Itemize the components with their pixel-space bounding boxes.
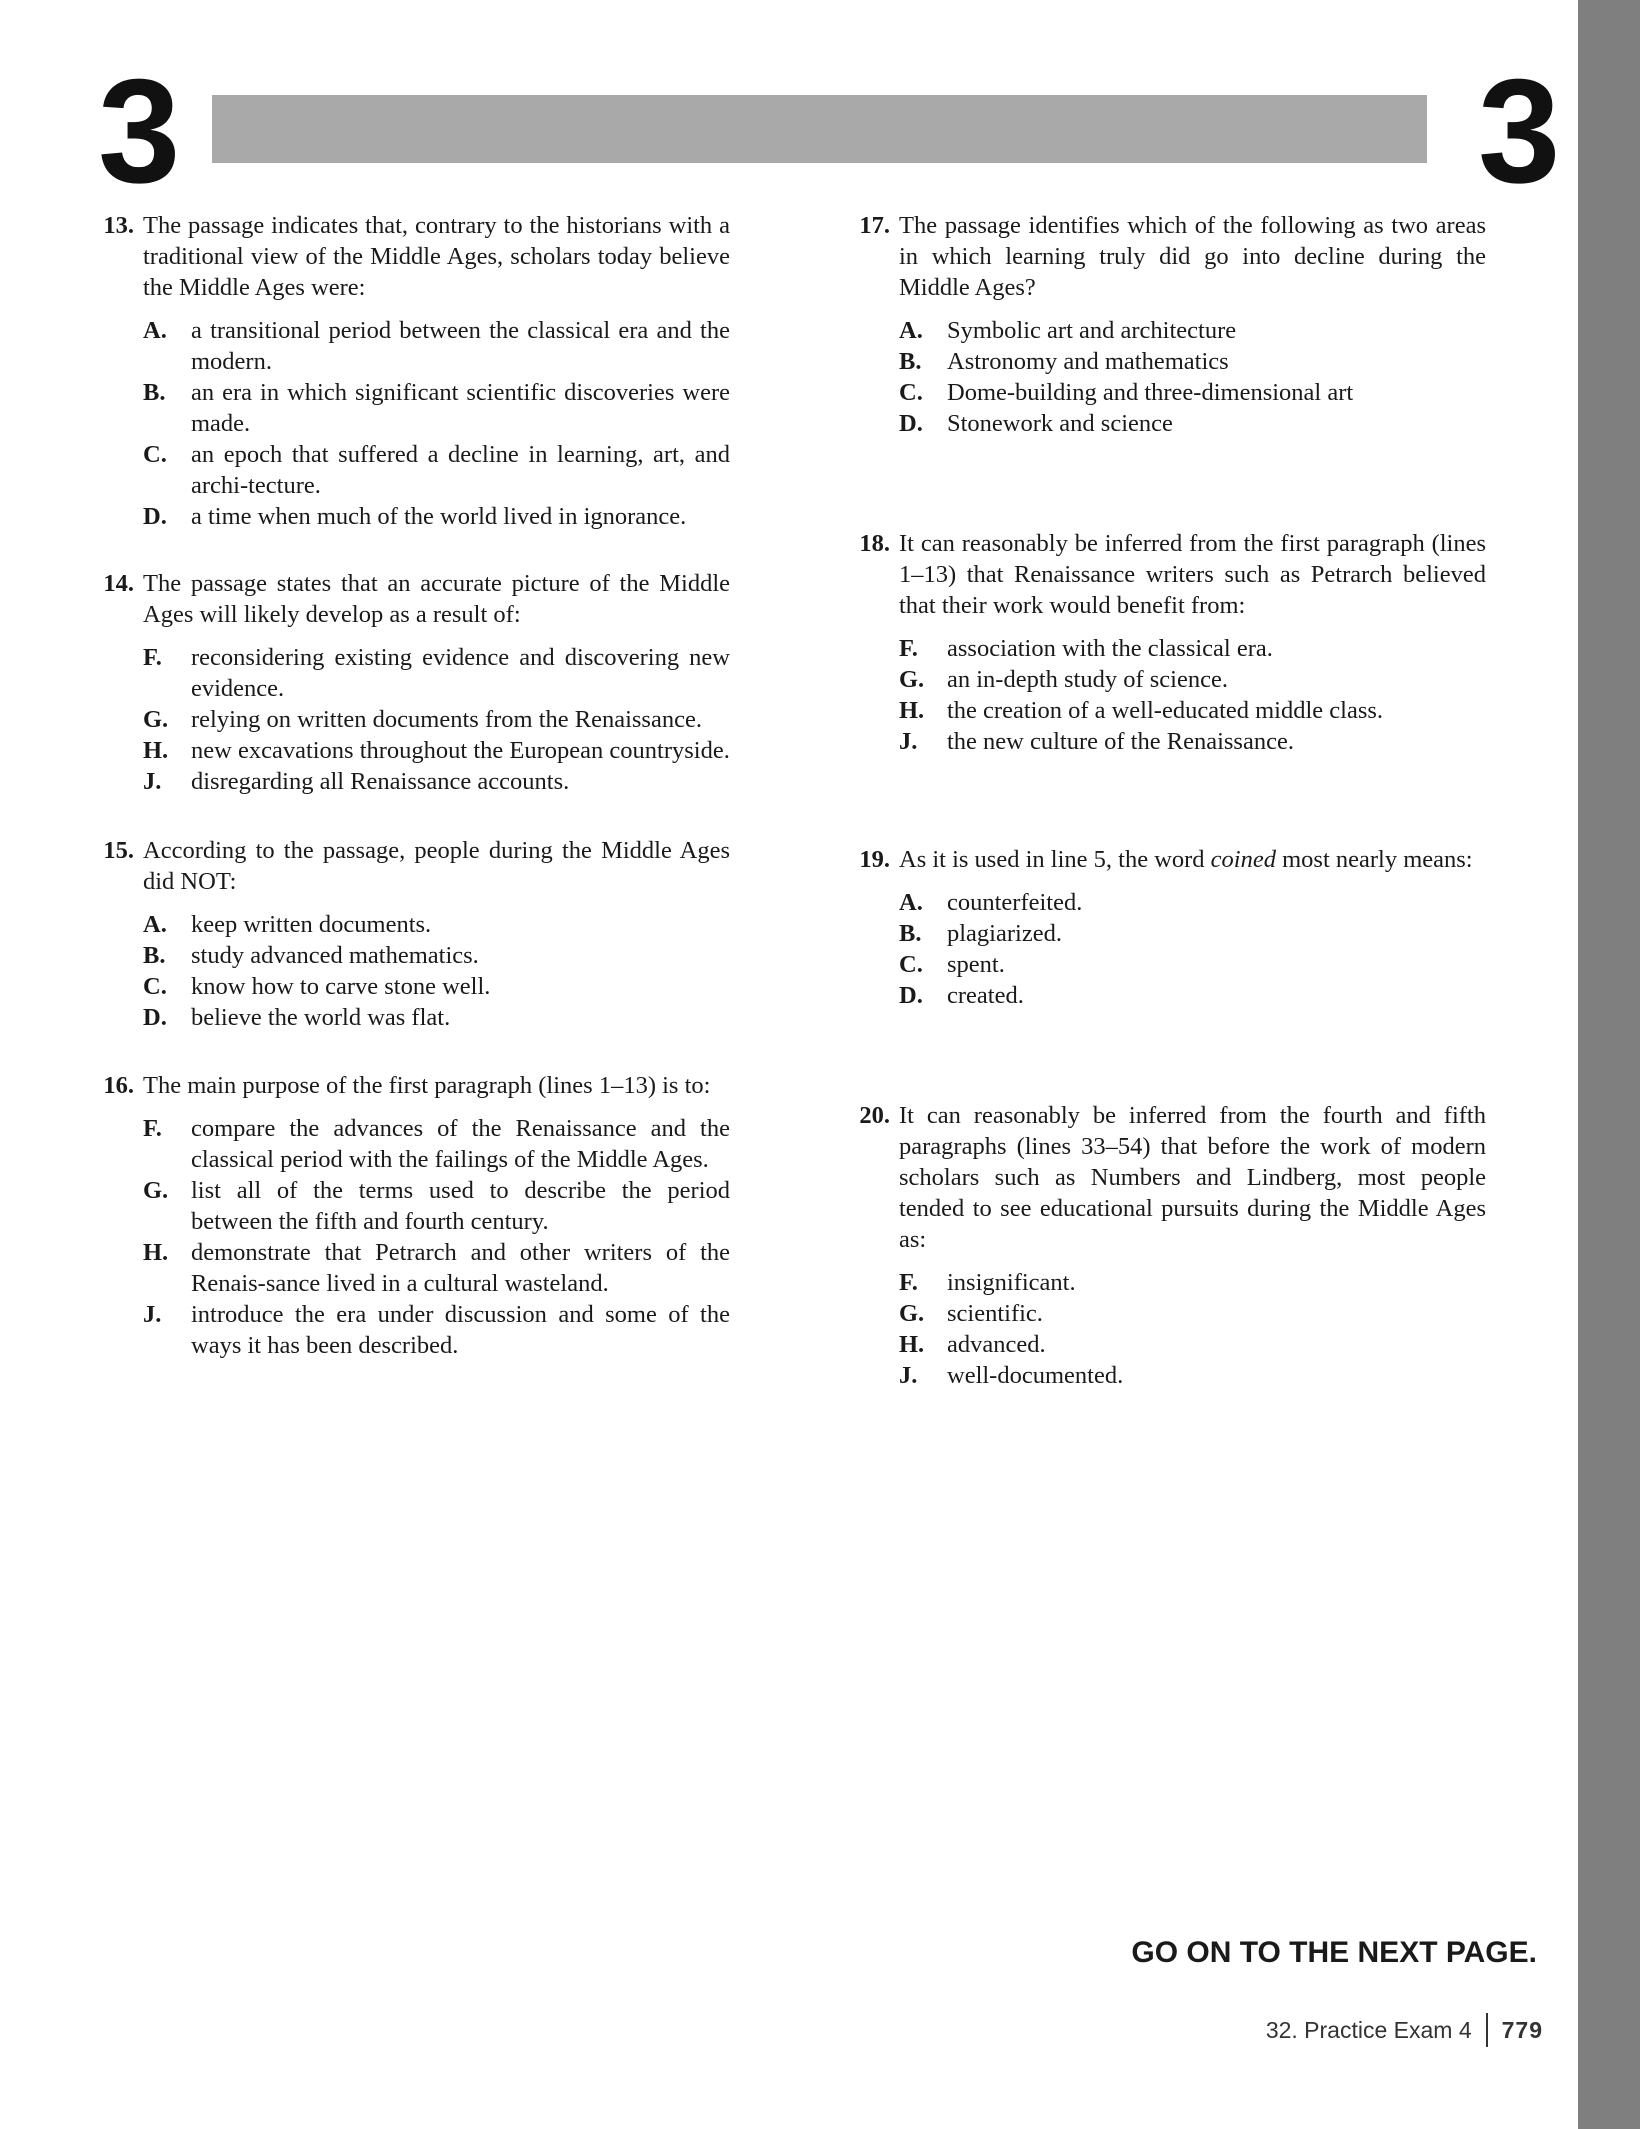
option-text: Symbolic art and architecture [947, 317, 1237, 344]
option-letter: C. [899, 951, 923, 978]
answer-option-d[interactable] [143, 501, 730, 532]
answer-option-f[interactable] [899, 633, 1486, 664]
answer-option-g[interactable] [899, 1298, 1486, 1329]
answer-option-d[interactable] [143, 1002, 730, 1033]
answer-option-b[interactable] [143, 940, 730, 971]
option-text: demonstrate that Petrarch and other writers of the Renais-sance lived in a cultural wasteland. [191, 1239, 730, 1297]
chapter-label: 32. Practice Exam 4 [1265, 2016, 1472, 2043]
option-text: list all of the terms used to describe the period between the fifth and fourth century. [191, 1177, 730, 1235]
option-letter: A. [899, 317, 923, 344]
option-text: disregarding all Renaissance accounts. [191, 768, 570, 795]
question-19 [846, 844, 1486, 1011]
option-text: Stonework and science [947, 410, 1173, 437]
question-number: 16. [103, 1072, 134, 1099]
page-footer [1266, 2013, 1543, 2047]
option-letter: D. [899, 982, 923, 1009]
page-number: 779 [1501, 2016, 1543, 2043]
question-number: 14. [103, 570, 134, 597]
answer-option-g[interactable] [143, 704, 730, 735]
question-stem: It can reasonably be inferred from the first paragraph (lines 1–13) that Renaissance writers such as Petrarch believed that their work would benefit from: [899, 530, 1486, 619]
answer-option-a[interactable] [143, 909, 730, 940]
option-letter: B. [143, 379, 166, 406]
answer-option-c[interactable] [899, 377, 1486, 408]
answer-option-f[interactable] [143, 642, 730, 704]
section-number-left: 3 [98, 49, 181, 214]
option-letter: G. [143, 706, 169, 733]
question-15 [90, 835, 730, 1033]
option-text: a transitional period between the classical era and the modern. [191, 317, 730, 375]
side-tab-strip [1578, 0, 1640, 2129]
answer-option-c[interactable] [143, 439, 730, 501]
answer-option-a[interactable] [899, 887, 1486, 918]
option-letter: B. [899, 348, 922, 375]
option-text: the new culture of the Renaissance. [947, 728, 1294, 755]
option-letter: H. [143, 1239, 169, 1266]
answer-option-j[interactable] [143, 1299, 730, 1361]
option-text: believe the world was flat. [191, 1004, 451, 1031]
question-number: 15. [103, 837, 134, 864]
answer-option-c[interactable] [143, 971, 730, 1002]
question-number: 13. [103, 212, 134, 239]
go-on-next-page-notice: GO ON TO THE NEXT PAGE. [1131, 1936, 1537, 1969]
option-text: created. [947, 982, 1024, 1009]
option-letter: B. [899, 920, 922, 947]
answer-option-h[interactable] [143, 1237, 730, 1299]
option-text: an in-depth study of science. [947, 666, 1228, 693]
option-letter: C. [143, 973, 167, 1000]
answer-option-d[interactable] [899, 408, 1486, 439]
option-letter: D. [899, 410, 923, 437]
option-text: scientific. [947, 1300, 1043, 1327]
answer-option-g[interactable] [899, 664, 1486, 695]
question-17 [846, 210, 1486, 439]
option-text: compare the advances of the Renaissance and the classical period with the failings of the Middle Ages. [191, 1115, 730, 1173]
answer-option-b[interactable] [899, 346, 1486, 377]
option-text: study advanced mathematics. [191, 942, 479, 969]
answer-option-h[interactable] [143, 735, 730, 766]
option-letter: F. [143, 644, 162, 671]
option-letter: H. [899, 1331, 925, 1358]
option-letter: G. [899, 666, 925, 693]
option-text: the creation of a well-educated middle class. [947, 697, 1384, 724]
question-14 [90, 568, 730, 797]
answer-option-h[interactable] [899, 1329, 1486, 1360]
question-stem: According to the passage, people during the Middle Ages did NOT: [143, 837, 730, 895]
option-letter: D. [143, 503, 167, 530]
answer-option-b[interactable] [899, 918, 1486, 949]
option-text: relying on written documents from the Renaissance. [191, 706, 702, 733]
option-text: association with the classical era. [947, 635, 1273, 662]
answer-option-h[interactable] [899, 695, 1486, 726]
option-letter: F. [143, 1115, 162, 1142]
option-text: reconsidering existing evidence and discovering new evidence. [191, 644, 730, 702]
option-text: an epoch that suffered a decline in learning, art, and archi-tecture. [191, 441, 730, 499]
option-text: well-documented. [947, 1362, 1124, 1389]
option-text: plagiarized. [947, 920, 1062, 947]
option-letter: G. [899, 1300, 925, 1327]
option-text: keep written documents. [191, 911, 432, 938]
option-letter: J. [143, 768, 162, 795]
section-number-right: 3 [1478, 49, 1561, 214]
answer-option-j[interactable] [899, 1360, 1486, 1391]
header-bar [212, 95, 1427, 163]
option-letter: J. [899, 728, 918, 755]
answer-option-f[interactable] [899, 1267, 1486, 1298]
option-text: a time when much of the world lived in ignorance. [191, 503, 687, 530]
answer-option-d[interactable] [899, 980, 1486, 1011]
answer-option-a[interactable] [899, 315, 1486, 346]
answer-option-f[interactable] [143, 1113, 730, 1175]
option-letter: J. [899, 1362, 918, 1389]
question-number: 19. [859, 846, 890, 873]
answer-option-b[interactable] [143, 377, 730, 439]
question-number: 20. [859, 1102, 890, 1129]
question-18 [846, 528, 1486, 757]
option-letter: H. [143, 737, 169, 764]
answer-option-j[interactable] [143, 766, 730, 797]
option-letter: C. [899, 379, 923, 406]
answer-option-g[interactable] [143, 1175, 730, 1237]
option-text: an era in which significant scientific discoveries were made. [191, 379, 730, 437]
option-text: insignificant. [947, 1269, 1076, 1296]
answer-option-j[interactable] [899, 726, 1486, 757]
option-text: know how to carve stone well. [191, 973, 491, 1000]
option-text: advanced. [947, 1331, 1046, 1358]
option-letter: J. [143, 1301, 162, 1328]
question-16 [90, 1070, 730, 1361]
question-stem: The main purpose of the first paragraph (lines 1–13) is to: [143, 1072, 711, 1099]
option-letter: B. [143, 942, 166, 969]
option-letter: A. [899, 889, 923, 916]
footer-divider [1486, 2013, 1488, 2047]
question-number: 17. [859, 212, 890, 239]
option-text: introduce the era under discussion and some of the ways it has been described. [191, 1301, 730, 1359]
option-text: new excavations throughout the European countryside. [191, 737, 730, 764]
option-letter: A. [143, 317, 167, 344]
option-letter: C. [143, 441, 167, 468]
option-text: Dome-building and three-dimensional art [947, 379, 1354, 406]
answer-option-c[interactable] [899, 949, 1486, 980]
answer-option-a[interactable] [143, 315, 730, 377]
question-13 [90, 210, 730, 532]
question-stem: The passage states that an accurate picture of the Middle Ages will likely develop as a result of: [143, 570, 730, 628]
option-letter: G. [143, 1177, 169, 1204]
option-letter: D. [143, 1004, 167, 1031]
question-number: 18. [859, 530, 890, 557]
question-stem: As it is used in line 5, the word coined most nearly means: [899, 846, 1473, 873]
question-stem: The passage identifies which of the following as two areas in which learning truly did go into decline during the Middle Ages? [899, 212, 1486, 301]
option-letter: H. [899, 697, 925, 724]
option-letter: F. [899, 1269, 918, 1296]
option-letter: A. [143, 911, 167, 938]
question-stem: The passage indicates that, contrary to the historians with a traditional view of the Middle Ages, scholars today believe the Middle Ages were: [143, 212, 730, 301]
question-stem: It can reasonably be inferred from the fourth and fifth paragraphs (lines 33–54) that before the work of modern scholars such as Numbers and Lindberg, most people tended to see educational pursuits during the Middle Ages as: [899, 1102, 1486, 1253]
option-text: Astronomy and mathematics [947, 348, 1229, 375]
option-text: counterfeited. [947, 889, 1083, 916]
question-20 [846, 1100, 1486, 1391]
option-letter: F. [899, 635, 918, 662]
option-text: spent. [947, 951, 1005, 978]
